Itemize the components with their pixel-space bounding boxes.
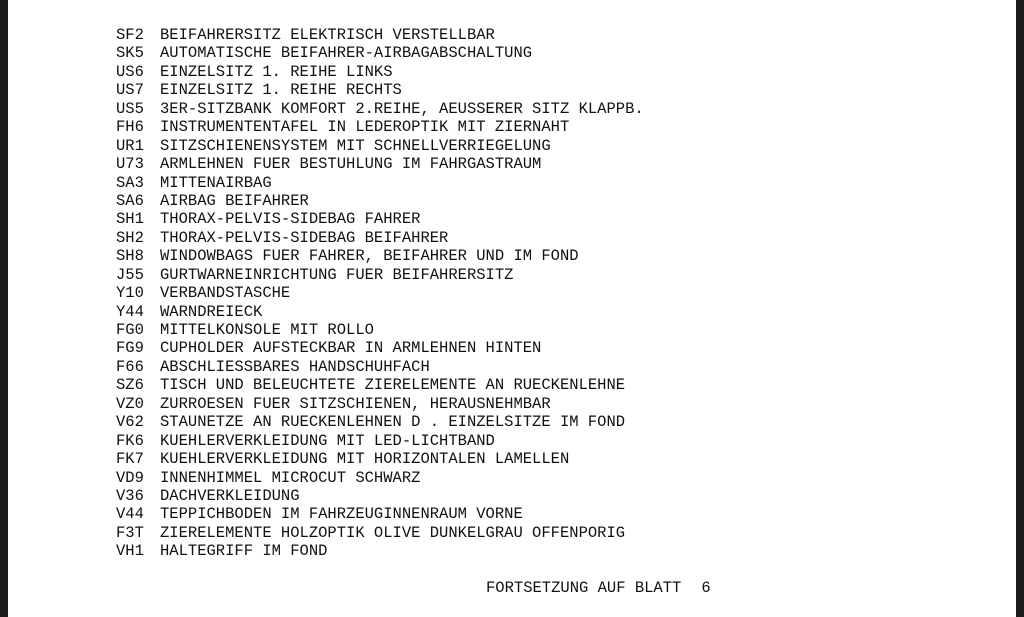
equipment-line bbox=[116, 432, 644, 450]
continuation-label: FORTSETZUNG AUF BLATT bbox=[486, 579, 682, 597]
equipment-description: DACHVERKLEIDUNG bbox=[160, 486, 300, 505]
equipment-line bbox=[116, 118, 644, 136]
equipment-description: ZURROESEN FUER SITZSCHIENEN, HERAUSNEHMBAR bbox=[160, 394, 551, 413]
equipment-description: VERBANDSTASCHE bbox=[160, 284, 291, 303]
continuation-footer bbox=[486, 579, 711, 597]
equipment-description: ZIERELEMENTE HOLZOPTIK OLIVE DUNKELGRAU OFFENPORIG bbox=[160, 523, 626, 542]
equipment-line bbox=[116, 303, 644, 321]
equipment-code: FG9 bbox=[116, 339, 144, 358]
equipment-description: 3ER-SITZBANK KOMFORT 2.REIHE, AEUSSERER SITZ KLAPPB. bbox=[160, 99, 644, 118]
equipment-line bbox=[116, 321, 644, 339]
equipment-code: VD9 bbox=[116, 468, 144, 487]
equipment-line bbox=[116, 63, 644, 81]
equipment-line bbox=[116, 137, 644, 155]
equipment-description: AIRBAG BEIFAHRER bbox=[160, 191, 309, 210]
equipment-code: VH1 bbox=[116, 542, 144, 561]
equipment-code: SA3 bbox=[116, 173, 144, 192]
equipment-line bbox=[116, 26, 644, 44]
equipment-description: TISCH UND BELEUCHTETE ZIERELEMENTE AN RUECKENLEHNE bbox=[160, 376, 626, 395]
equipment-code: SF2 bbox=[116, 26, 144, 44]
equipment-line bbox=[116, 81, 644, 99]
equipment-line bbox=[116, 266, 644, 284]
equipment-line bbox=[116, 284, 644, 302]
equipment-code: SA6 bbox=[116, 191, 144, 210]
equipment-description: ARMLEHNEN FUER BESTUHLUNG IM FAHRGASTRAUM bbox=[160, 155, 542, 174]
equipment-description: EINZELSITZ 1. REIHE RECHTS bbox=[160, 81, 402, 100]
equipment-code: SZ6 bbox=[116, 376, 144, 395]
equipment-code: FH6 bbox=[116, 118, 144, 137]
equipment-code: V36 bbox=[116, 486, 144, 505]
equipment-description: WARNDREIECK bbox=[160, 302, 263, 321]
equipment-code: SH1 bbox=[116, 210, 144, 229]
equipment-code: V62 bbox=[116, 413, 144, 432]
equipment-code: F3T bbox=[116, 523, 144, 542]
equipment-code: SH8 bbox=[116, 247, 144, 266]
equipment-line bbox=[116, 192, 644, 210]
equipment-line bbox=[116, 395, 644, 413]
equipment-code: US7 bbox=[116, 81, 144, 100]
equipment-description: KUEHLERVERKLEIDUNG MIT HORIZONTALEN LAMELLEN bbox=[160, 450, 570, 469]
equipment-description: INSTRUMENTENTAFEL IN LEDEROPTIK MIT ZIERNAHT bbox=[160, 118, 570, 137]
equipment-line bbox=[116, 229, 644, 247]
equipment-code: SK5 bbox=[116, 44, 144, 63]
equipment-line bbox=[116, 100, 644, 118]
equipment-description: STAUNETZE AN RUECKENLEHNEN D . EINZELSITZE IM FOND bbox=[160, 413, 626, 432]
equipment-line bbox=[116, 174, 644, 192]
equipment-code: V44 bbox=[116, 505, 144, 524]
equipment-list bbox=[116, 26, 644, 561]
equipment-description: TEPPICHBODEN IM FAHRZEUGINNENRAUM VORNE bbox=[160, 505, 523, 524]
equipment-description: MITTELKONSOLE MIT ROLLO bbox=[160, 321, 374, 339]
equipment-line bbox=[116, 413, 644, 431]
equipment-code: F66 bbox=[116, 357, 144, 376]
equipment-description: INNENHIMMEL MICROCUT SCHWARZ bbox=[160, 468, 421, 487]
equipment-description: CUPHOLDER AUFSTECKBAR IN ARMLEHNEN HINTEN bbox=[160, 339, 542, 358]
equipment-code: US5 bbox=[116, 99, 144, 118]
equipment-line bbox=[116, 487, 644, 505]
equipment-description: EINZELSITZ 1. REIHE LINKS bbox=[160, 62, 393, 81]
equipment-line bbox=[116, 247, 644, 265]
equipment-description: KUEHLERVERKLEIDUNG MIT LED-LICHTBAND bbox=[160, 431, 495, 450]
equipment-code: VZ0 bbox=[116, 394, 144, 413]
equipment-code: U73 bbox=[116, 155, 144, 174]
equipment-line bbox=[116, 210, 644, 228]
continuation-page-number: 6 bbox=[701, 579, 711, 597]
equipment-code: US6 bbox=[116, 62, 144, 81]
equipment-code: SH2 bbox=[116, 228, 144, 247]
equipment-line bbox=[116, 155, 644, 173]
equipment-description: AUTOMATISCHE BEIFAHRER-AIRBAGABSCHALTUNG bbox=[160, 44, 533, 63]
equipment-description: MITTENAIRBAG bbox=[160, 173, 272, 192]
equipment-description: BEIFAHRERSITZ ELEKTRISCH VERSTELLBAR bbox=[160, 26, 495, 44]
equipment-description: ABSCHLIESSBARES HANDSCHUHFACH bbox=[160, 357, 430, 376]
equipment-line bbox=[116, 524, 644, 542]
equipment-description: HALTEGRIFF IM FOND bbox=[160, 542, 328, 561]
equipment-code: UR1 bbox=[116, 136, 144, 155]
equipment-line bbox=[116, 44, 644, 62]
equipment-code: FK6 bbox=[116, 431, 144, 450]
equipment-code: Y44 bbox=[116, 302, 144, 321]
equipment-line bbox=[116, 542, 644, 560]
equipment-description: WINDOWBAGS FUER FAHRER, BEIFAHRER UND IM FOND bbox=[160, 247, 579, 266]
equipment-description: GURTWARNEINRICHTUNG FUER BEIFAHRERSITZ bbox=[160, 265, 514, 284]
equipment-description: SITZSCHIENENSYSTEM MIT SCHNELLVERRIEGELUNG bbox=[160, 136, 551, 155]
equipment-code: Y10 bbox=[116, 284, 144, 303]
equipment-code: FG0 bbox=[116, 321, 144, 339]
equipment-line bbox=[116, 339, 644, 357]
equipment-line bbox=[116, 469, 644, 487]
equipment-description: THORAX-PELVIS-SIDEBAG FAHRER bbox=[160, 210, 421, 229]
equipment-line bbox=[116, 376, 644, 394]
equipment-line bbox=[116, 450, 644, 468]
document-page bbox=[8, 0, 1016, 617]
equipment-code: J55 bbox=[116, 265, 144, 284]
equipment-description: THORAX-PELVIS-SIDEBAG BEIFAHRER bbox=[160, 228, 449, 247]
equipment-line bbox=[116, 358, 644, 376]
equipment-line bbox=[116, 505, 644, 523]
equipment-code: FK7 bbox=[116, 450, 144, 469]
